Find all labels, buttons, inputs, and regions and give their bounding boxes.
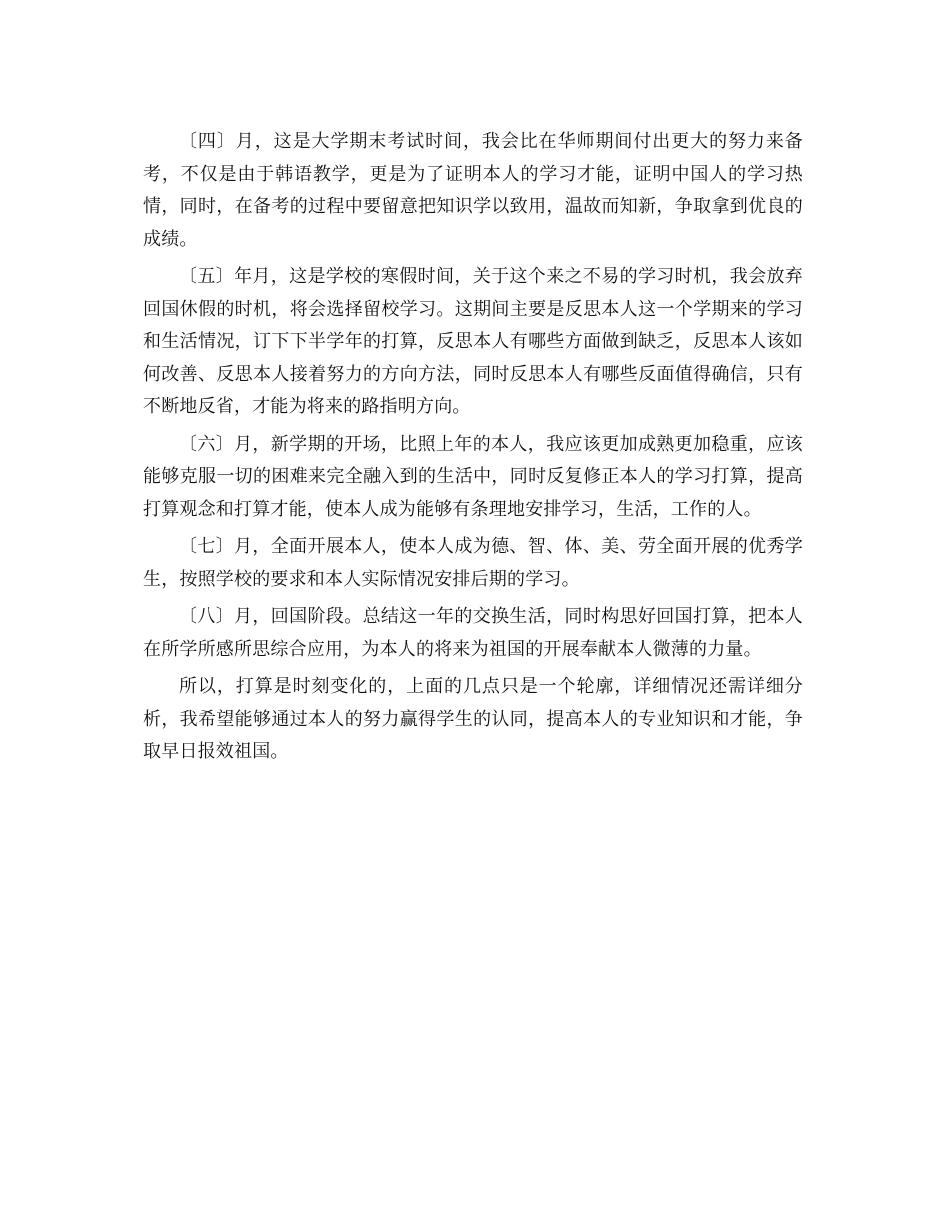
paragraph-conclusion: 所以，打算是时刻变化的，上面的几点只是一个轮廓，详细情况还需详细分析，我希望能够通过本人的努力赢得学生的认同，提高本人的专业知识和才能，争取早日报效祖国。: [143, 676, 803, 762]
paragraph-june: 〔六〕月，新学期的开场，比照上年的本人，我应该更加成熟更加稳重，应该能够克服一切的困难来完全融入到的生活中，同时反复修正本人的学习打算，提高打算观念和打算才能，使本人成为能够有条理地安排学习，生活，工作的人。: [143, 433, 803, 520]
paragraph-august: 〔八〕月，回国阶段。总结这一年的交换生活，同时构思好回国打算，把本人在所学所感所思综合应用，为本人的将来为祖国的开展奉献本人微薄的力量。: [143, 606, 803, 660]
paragraph-winter-break: 〔五〕年月，这是学校的寒假时间，关于这个来之不易的学习时机，我会放弃回国休假的时机，将会选择留校学习。这期间主要是反思本人这一个学期来的学习和生活情况，订下下半学年的打算，反思本人有哪些方面做到缺乏，反思本人该如何改善、反思本人接着努力的方向方法，同时反思本人有哪些反面值得确信，只有不断地反省，才能为将来的路指明方向。: [143, 266, 803, 417]
document-body: [143, 126, 803, 774]
paragraph-july: 〔七〕月，全面开展本人，使本人成为德、智、体、美、劳全面开展的优秀学生，按照学校的要求和本人实际情况安排后期的学习。: [143, 536, 803, 590]
paragraph-april: 〔四〕月，这是大学期末考试时间，我会比在华师期间付出更大的努力来备考，不仅是由于韩语教学，更是为了证明本人的学习才能，证明中国人的学习热情，同时，在备考的过程中要留意把知识学以致用，温故而知新，争取拿到优良的成绩。: [143, 131, 803, 250]
